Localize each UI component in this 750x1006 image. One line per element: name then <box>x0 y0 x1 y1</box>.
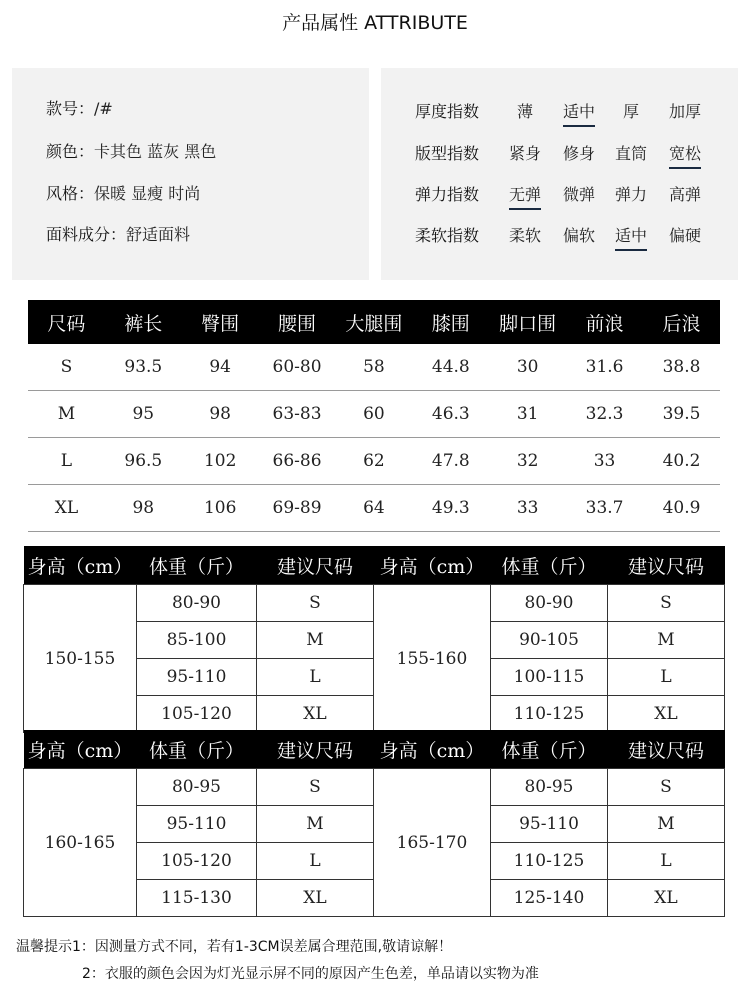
table-row <box>28 485 720 532</box>
index-row-stretch <box>381 180 738 210</box>
attribute-row-fabric <box>46 221 190 249</box>
column-header: 体重（斤） <box>491 730 608 769</box>
table-cell: S <box>28 344 105 391</box>
weight-cell: 125-140 <box>491 880 608 917</box>
index-option: 直筒 <box>614 144 647 163</box>
index-option: 宽松 <box>663 139 707 169</box>
size-cell: M <box>257 806 374 843</box>
table-cell: 95 <box>105 391 182 438</box>
index-option: 柔软 <box>508 226 541 245</box>
column-header: 裤长 <box>105 300 182 344</box>
table-row <box>28 344 720 391</box>
weight-cell: 95-110 <box>491 806 608 843</box>
weight-cell: 95-110 <box>137 806 257 843</box>
table-row <box>24 769 725 806</box>
weight-cell: 80-90 <box>491 585 608 622</box>
attribute-value: /# <box>94 99 113 118</box>
size-recommendation-table <box>23 730 725 917</box>
table-cell: 93.5 <box>105 344 182 391</box>
column-header: 脚口围 <box>489 300 566 344</box>
weight-cell: 115-130 <box>137 880 257 917</box>
column-header: 后浪 <box>643 300 720 344</box>
column-header: 身高（cm） <box>24 730 137 769</box>
index-option: 厚 <box>622 102 639 121</box>
index-option: 加厚 <box>668 102 701 121</box>
index-label: 版型指数 <box>415 144 480 163</box>
table-row <box>24 585 725 622</box>
size-cell: XL <box>257 696 374 733</box>
table-cell: 60-80 <box>259 344 336 391</box>
column-header: 建议尺码 <box>257 730 374 769</box>
table-cell: 62 <box>336 438 413 485</box>
weight-cell: 105-120 <box>137 696 257 733</box>
attribute-row-style-number <box>46 95 113 123</box>
height-range-cell: 165-170 <box>374 769 491 917</box>
index-option: 紧身 <box>508 144 541 163</box>
table-cell: 38.8 <box>643 344 720 391</box>
index-option: 弹力 <box>614 185 647 204</box>
table-cell: 102 <box>182 438 259 485</box>
index-panel <box>381 68 738 280</box>
size-chart-table <box>28 300 720 532</box>
column-header: 建议尺码 <box>608 730 725 769</box>
table-cell: 31.6 <box>566 344 643 391</box>
index-label: 弹力指数 <box>415 185 480 204</box>
index-option: 修身 <box>562 144 595 163</box>
size-cell: S <box>608 585 725 622</box>
weight-cell: 90-105 <box>491 622 608 659</box>
index-option: 偏硬 <box>668 226 701 245</box>
table-cell: 32.3 <box>566 391 643 438</box>
table-cell: L <box>28 438 105 485</box>
size-cell: L <box>608 843 725 880</box>
column-header: 身高（cm） <box>374 730 491 769</box>
column-header: 体重（斤） <box>137 730 257 769</box>
table-cell: 60 <box>336 391 413 438</box>
table-cell: 40.2 <box>643 438 720 485</box>
table-cell: XL <box>28 485 105 532</box>
index-row-thickness <box>381 97 738 127</box>
weight-cell: 80-90 <box>137 585 257 622</box>
table-cell: 33 <box>566 438 643 485</box>
column-header: 前浪 <box>566 300 643 344</box>
notes-section <box>16 934 736 988</box>
recommendation-header-row <box>24 730 725 769</box>
index-option: 微弹 <box>562 185 595 204</box>
attribute-value: 卡其色 蓝灰 黑色 <box>94 142 217 161</box>
table-cell: 58 <box>336 344 413 391</box>
table-cell: 94 <box>182 344 259 391</box>
table-cell: 66-86 <box>259 438 336 485</box>
table-cell: 44.8 <box>412 344 489 391</box>
column-header: 尺码 <box>28 300 105 344</box>
weight-cell: 110-125 <box>491 696 608 733</box>
weight-cell: 100-115 <box>491 659 608 696</box>
table-cell: 47.8 <box>412 438 489 485</box>
column-header: 建议尺码 <box>608 546 725 585</box>
size-cell: S <box>257 769 374 806</box>
size-cell: XL <box>257 880 374 917</box>
index-option: 偏软 <box>562 226 595 245</box>
table-cell: 46.3 <box>412 391 489 438</box>
index-row-softness <box>381 221 738 251</box>
page-title: 产品属性 ATTRIBUTE <box>282 12 468 34</box>
size-cell: S <box>608 769 725 806</box>
weight-cell: 80-95 <box>137 769 257 806</box>
column-header: 体重（斤） <box>491 546 608 585</box>
column-header: 腰围 <box>259 300 336 344</box>
attribute-row-style <box>46 180 200 208</box>
size-cell: S <box>257 585 374 622</box>
table-cell: M <box>28 391 105 438</box>
column-header: 身高（cm） <box>374 546 491 585</box>
attribute-row-color <box>46 138 216 166</box>
attribute-value: 保暖 显瘦 时尚 <box>94 184 201 203</box>
index-option: 适中 <box>609 221 653 251</box>
table-cell: 98 <box>182 391 259 438</box>
height-range-cell: 160-165 <box>24 769 137 917</box>
attribute-label: 面料成分： <box>46 225 127 244</box>
attribute-label: 款号： <box>46 99 95 118</box>
table-row <box>28 438 720 485</box>
column-header: 体重（斤） <box>137 546 257 585</box>
weight-cell: 85-100 <box>137 622 257 659</box>
table-row <box>28 391 720 438</box>
column-header: 大腿围 <box>336 300 413 344</box>
recommendation-header-row <box>24 546 725 585</box>
note-line-1: 温馨提示1：因测量方式不同，若有1-3CM误差属合理范围,敬请谅解！ <box>16 939 453 955</box>
column-header: 膝围 <box>412 300 489 344</box>
table-cell: 40.9 <box>643 485 720 532</box>
index-option: 高弹 <box>668 185 701 204</box>
index-row-fit <box>381 139 738 169</box>
size-cell: L <box>257 843 374 880</box>
size-cell: M <box>608 806 725 843</box>
height-range-cell: 155-160 <box>374 585 491 733</box>
attribute-panel <box>12 68 369 280</box>
table-cell: 31 <box>489 391 566 438</box>
height-range-cell: 150-155 <box>24 585 137 733</box>
table-cell: 33.7 <box>566 485 643 532</box>
index-option: 无弹 <box>503 180 547 210</box>
table-cell: 98 <box>105 485 182 532</box>
column-header: 身高（cm） <box>24 546 137 585</box>
table-cell: 69-89 <box>259 485 336 532</box>
weight-cell: 105-120 <box>137 843 257 880</box>
attribute-value: 舒适面料 <box>126 225 191 244</box>
table-cell: 63-83 <box>259 391 336 438</box>
table-cell: 106 <box>182 485 259 532</box>
size-cell: M <box>257 622 374 659</box>
size-cell: M <box>608 622 725 659</box>
size-chart-header-row <box>28 300 720 344</box>
size-recommendation-table <box>23 546 725 733</box>
table-cell: 30 <box>489 344 566 391</box>
weight-cell: 80-95 <box>491 769 608 806</box>
size-cell: L <box>257 659 374 696</box>
table-cell: 64 <box>336 485 413 532</box>
table-cell: 32 <box>489 438 566 485</box>
note-line-2: 2：衣服的颜色会因为灯光显示屏不同的原因产生色差，单品请以实物为准 <box>82 966 539 982</box>
index-option: 薄 <box>516 102 533 121</box>
table-cell: 96.5 <box>105 438 182 485</box>
index-label: 厚度指数 <box>415 102 480 121</box>
weight-cell: 95-110 <box>137 659 257 696</box>
size-cell: XL <box>608 880 725 917</box>
size-cell: XL <box>608 696 725 733</box>
table-cell: 39.5 <box>643 391 720 438</box>
index-label: 柔软指数 <box>415 226 480 245</box>
table-cell: 33 <box>489 485 566 532</box>
attribute-label: 风格： <box>46 184 95 203</box>
weight-cell: 110-125 <box>491 843 608 880</box>
table-cell: 49.3 <box>412 485 489 532</box>
index-option: 适中 <box>557 97 601 127</box>
column-header: 建议尺码 <box>257 546 374 585</box>
attribute-label: 颜色： <box>46 142 95 161</box>
column-header: 臀围 <box>182 300 259 344</box>
size-cell: L <box>608 659 725 696</box>
